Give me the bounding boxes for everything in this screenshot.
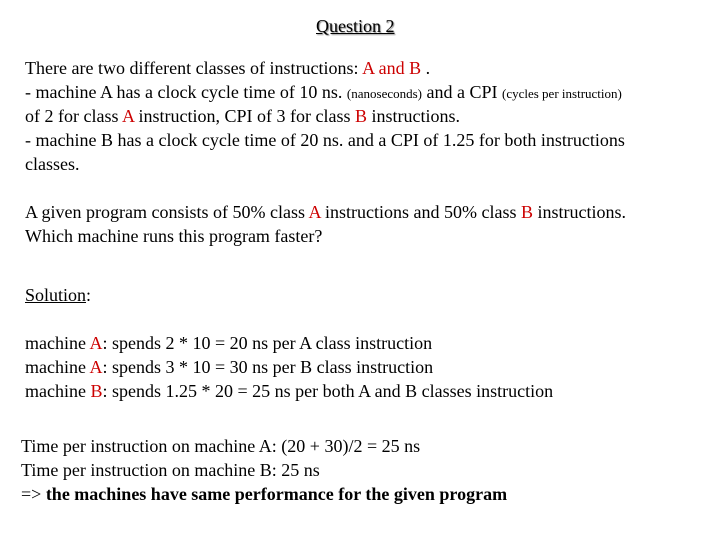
text-segment: and (374, 58, 410, 78)
text-segment: : spends 3 * 10 = 30 ns per B class instruction (102, 357, 434, 377)
text-segment: : (86, 285, 92, 305)
class-a-highlight: A (362, 58, 375, 78)
text-segment: machine (25, 357, 90, 377)
class-a-highlight: A (308, 202, 321, 222)
program-line-1 (25, 200, 626, 224)
solution-line-3 (25, 379, 553, 403)
class-b-highlight: B (520, 202, 533, 222)
summary-line-1: Time per instruction on machine A: (20 + 30)/2 = 25 ns (21, 436, 421, 456)
machine-b-highlight: B (90, 381, 103, 401)
text-segment: machine (25, 381, 91, 401)
solution-label: Solution (25, 285, 87, 305)
program-line-2: Which machine runs this program faster? (25, 226, 323, 246)
machine-a-highlight: A (89, 333, 103, 353)
class-b-highlight: B (354, 106, 367, 126)
problem-line-3 (25, 104, 460, 128)
solution-line-1 (25, 331, 432, 355)
cpi-note: (cycles per instruction) (502, 86, 622, 101)
text-segment: instructions and 50% class (320, 202, 521, 222)
problem-line-4: - machine B has a clock cycle time of 20 ns. and a CPI of 1.25 for both instructions (25, 130, 625, 150)
page-title: Question 2 (316, 16, 395, 36)
text-segment: and a CPI (422, 82, 502, 102)
conclusion-line (21, 482, 507, 506)
text-segment: instruction, CPI of 3 for class (134, 106, 355, 126)
text-segment: machine (25, 333, 90, 353)
nanoseconds-note: (nanoseconds) (346, 86, 422, 101)
text-segment: There are two different classes of instructions: (25, 58, 363, 78)
text-segment: : spends 2 * 10 = 20 ns per A class instruction (102, 333, 433, 353)
text-segment: A given program consists of 50% class (25, 202, 309, 222)
summary-line-2: Time per instruction on machine B: 25 ns (21, 460, 320, 480)
problem-line-1 (25, 56, 430, 80)
problem-line-2 (25, 80, 622, 106)
text-segment: instructions. (367, 106, 460, 126)
solution-line-2 (25, 355, 433, 379)
class-b-highlight: B (409, 58, 422, 78)
text-segment: : spends 1.25 * 20 = 25 ns per both A and B classes instruction (102, 381, 554, 401)
solution-heading (25, 283, 91, 307)
class-a-highlight: A (121, 106, 134, 126)
conclusion-text: the machines have same performance for the given program (45, 484, 508, 504)
problem-line-5: classes. (25, 154, 80, 174)
text-segment: of 2 for class (25, 106, 122, 126)
text-segment: - machine A has a clock cycle time of 10 ns. (25, 82, 347, 102)
text-segment: . (421, 58, 431, 78)
text-segment: instructions. (532, 202, 626, 222)
machine-a-highlight: A (89, 357, 103, 377)
arrow-text: => (21, 484, 46, 504)
